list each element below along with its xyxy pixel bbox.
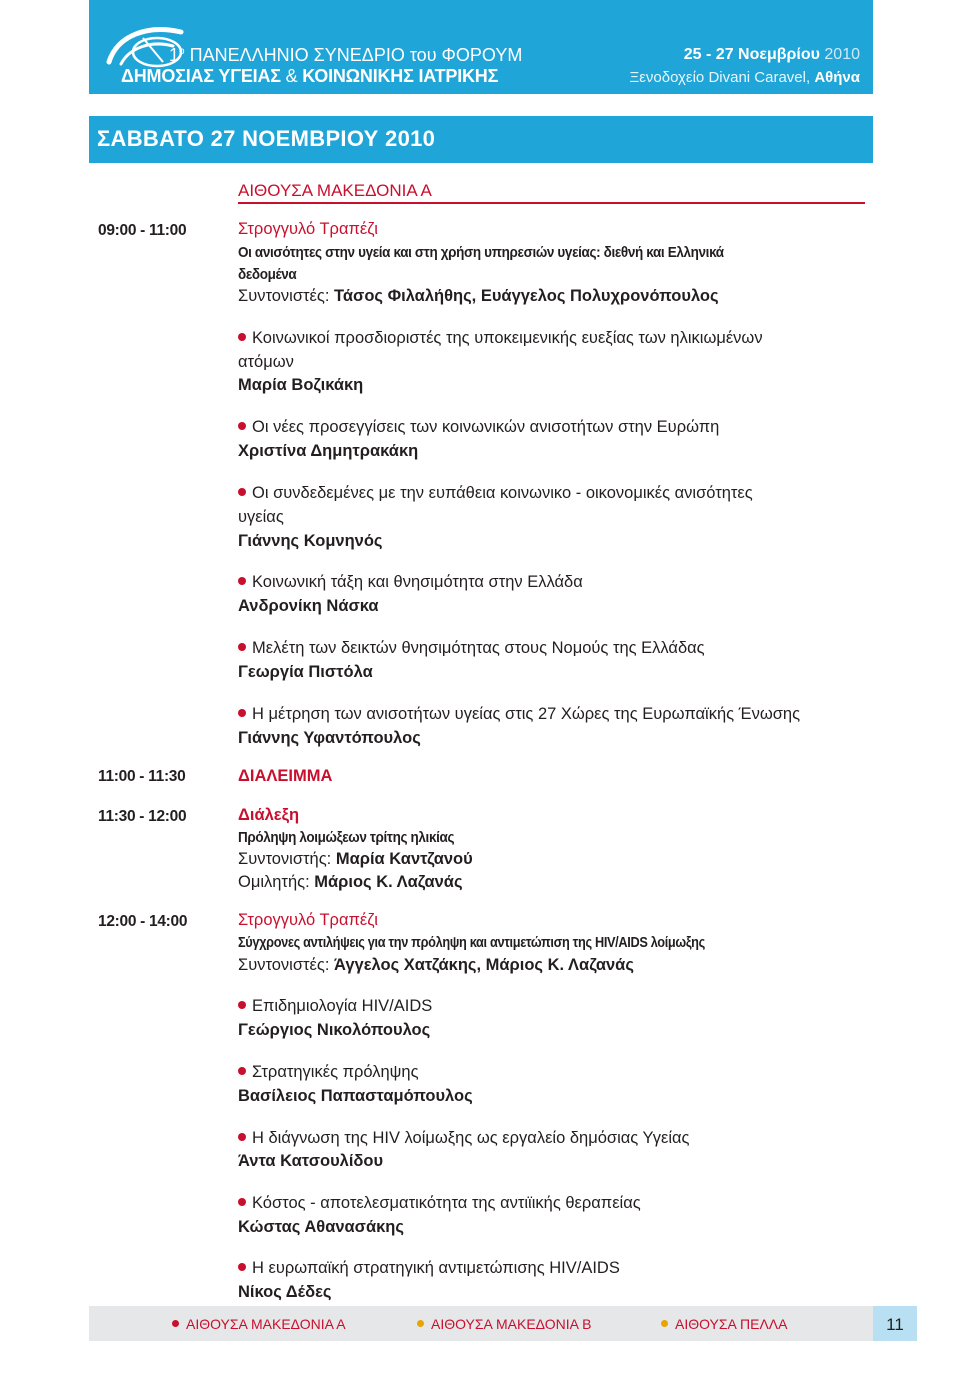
talk-title: Η ευρωπαϊκή στρατηγική αντιμετώπισης HIV/AIDS bbox=[238, 1259, 620, 1278]
session-subtitle: Πρόληψη λοιμώξεων τρίτης ηλικίας bbox=[238, 829, 455, 846]
session-subtitle-cont: δεδομένα bbox=[238, 266, 297, 283]
session-type: Στρογγυλό Τραπέζι bbox=[238, 911, 378, 929]
talk-speaker: Βασίλειος Παπασταμόπουλος bbox=[238, 1087, 473, 1105]
bullet-icon bbox=[238, 1198, 246, 1206]
talk-title: Κοινωνικοί προσδιοριστές της υποκειμενικής ευεξίας των ηλικιωμένων bbox=[238, 329, 763, 348]
day-band bbox=[89, 116, 873, 163]
talk-title: Η μέτρηση των ανισοτήτων υγείας στις 27 Χώρες της Ευρωπαϊκής Ένωσης bbox=[238, 705, 800, 724]
page-number: 11 bbox=[873, 1306, 917, 1341]
talk-speaker: Νίκος Δέδες bbox=[238, 1283, 332, 1301]
talk-speaker: Γιάννης Υφαντόπουλος bbox=[238, 729, 421, 747]
talk-speaker: Γεωργία Πιστόλα bbox=[238, 663, 373, 681]
legend-item-makedonia-a: ΑΙΘΟΥΣΑ ΜΑΚΕΔΟΝΙΑ Α bbox=[172, 1316, 346, 1332]
talk-title: Κοινωνική τάξη και θνησιμότητα στην Ελλάδα bbox=[238, 573, 583, 592]
bullet-icon bbox=[238, 709, 246, 717]
session-speaker: Ομιλητής: Μάριος Κ. Λαζανάς bbox=[238, 873, 463, 891]
legend-dot-icon bbox=[172, 1320, 179, 1327]
footer-legend bbox=[89, 1306, 873, 1341]
session-coordinators: Συντονιστής: Μαρία Καντζανού bbox=[238, 850, 473, 868]
talk-speaker: Ανδρονίκη Νάσκα bbox=[238, 597, 379, 615]
room-title: ΑΙΘΟΥΣΑ ΜΑΚΕΔΟΝΙΑ Α bbox=[238, 181, 432, 200]
legend-item-pella: ΑΙΘΟΥΣΑ ΠΕΛΛΑ bbox=[661, 1316, 788, 1332]
bullet-icon bbox=[238, 488, 246, 496]
session-subtitle: Οι ανισότητες στην υγεία και στη χρήση υπηρεσιών υγείας: διεθνή και Ελληνικά bbox=[238, 244, 724, 261]
bullet-icon bbox=[238, 1133, 246, 1141]
conference-title-line2: ΔΗΜΟΣΙΑΣ ΥΓΕΙΑΣ & ΚΟΙΝΩΝΙΚΗΣ ΙΑΤΡΙΚΗΣ bbox=[121, 66, 499, 86]
talk-title: Οι συνδεδεμένες με την ευπάθεια κοινωνικο - οικονομικές ανισότητες bbox=[238, 484, 753, 503]
bullet-icon bbox=[238, 1263, 246, 1271]
legend-item-makedonia-b: ΑΙΘΟΥΣΑ ΜΑΚΕΔΟΝΙΑ Β bbox=[417, 1316, 591, 1332]
talk-speaker: Άντα Κατσουλίδου bbox=[238, 1152, 384, 1170]
session-time: 12:00 - 14:00 bbox=[98, 913, 188, 930]
bullet-icon bbox=[238, 333, 246, 341]
conference-date: 25 - 27 Νοεμβρίου 2010 bbox=[683, 46, 860, 63]
talk-title-cont: ατόμων bbox=[238, 353, 294, 371]
talk-speaker: Κώστας Αθανασάκης bbox=[238, 1218, 404, 1236]
session-coordinators: Συντονιστές: Τάσος Φιλαλήθης, Ευάγγελος Πολυχρονόπουλος bbox=[238, 287, 719, 305]
session-time: 09:00 - 11:00 bbox=[98, 222, 187, 239]
conference-header bbox=[89, 0, 873, 94]
conference-venue: Ξενοδοχείο Divani Caravel, Αθήνα bbox=[629, 69, 860, 86]
talk-title: Επιδημιολογία HIV/AIDS bbox=[238, 997, 432, 1016]
day-title: ΣΑΒΒΑΤΟ 27 ΝΟΕΜΒΡΙΟΥ 2010 bbox=[97, 126, 436, 151]
talk-title: Η διάγνωση της HIV λοίμωξης ως εργαλείο δημόσιας Υγείας bbox=[238, 1129, 690, 1148]
bullet-icon bbox=[238, 422, 246, 430]
talk-title: Μελέτη των δεικτών θνησιμότητας στους Νομούς της Ελλάδας bbox=[238, 639, 705, 658]
session-subtitle: Σύγχρονες αντιλήψεις για την πρόληψη και αντιμετώπιση της HIV/AIDS λοίμωξης bbox=[238, 934, 705, 951]
bullet-icon bbox=[238, 577, 246, 585]
talk-speaker: Γεώργιος Νικολόπουλος bbox=[238, 1021, 431, 1039]
talk-title: Στρατηγικές πρόληψης bbox=[238, 1063, 419, 1082]
legend-dot-icon bbox=[661, 1320, 668, 1327]
talk-speaker: Γιάννης Κομνηνός bbox=[238, 532, 383, 550]
session-type: Στρογγυλό Τραπέζι bbox=[238, 220, 378, 238]
talk-title: Κόστος - αποτελεσματικότητα της αντιϊικής θεραπείας bbox=[238, 1194, 641, 1213]
session-time: 11:30 - 12:00 bbox=[98, 808, 187, 825]
break-time: 11:00 - 11:30 bbox=[98, 768, 186, 785]
room-title-rule bbox=[238, 202, 865, 204]
bullet-icon bbox=[238, 643, 246, 651]
break-label: ΔΙΑΛΕΙΜΜΑ bbox=[238, 767, 333, 785]
session-coordinators: Συντονιστές: Άγγελος Χατζάκης, Μάριος Κ. Λαζανάς bbox=[238, 956, 634, 974]
talk-speaker: Χριστίνα Δημητρακάκη bbox=[238, 442, 419, 460]
talk-speaker: Μαρία Βοζικάκη bbox=[238, 376, 364, 394]
talk-title-cont: υγείας bbox=[238, 508, 284, 526]
bullet-icon bbox=[238, 1067, 246, 1075]
session-type: Διάλεξη bbox=[238, 806, 300, 824]
bullet-icon bbox=[238, 1001, 246, 1009]
conference-title-line1: $1^o$ ΠΑΝΕΛΛΗΝΙΟ ΣΥΝΕΔΡΙΟ του ΦΟΡΟΥΜ bbox=[169, 45, 523, 65]
talk-title: Οι νέες προσεγγίσεις των κοινωνικών ανισοτήτων στην Ευρώπη bbox=[238, 418, 719, 437]
legend-dot-icon bbox=[417, 1320, 424, 1327]
